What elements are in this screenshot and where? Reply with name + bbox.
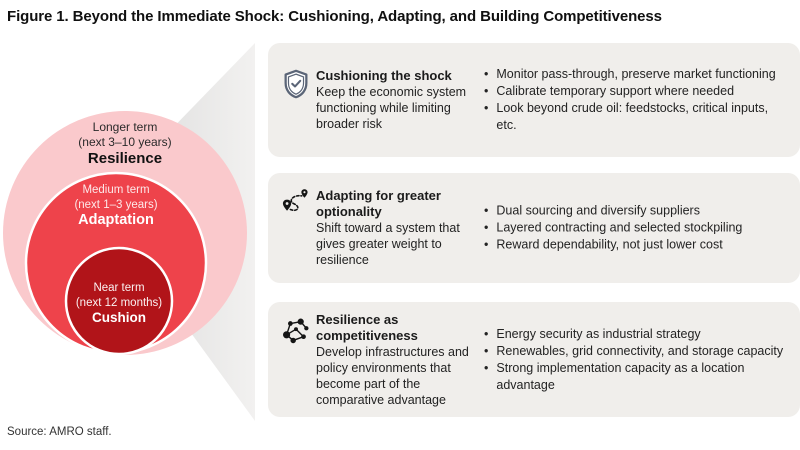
panel-description: Keep the economic system functioning while limiting broader risk [316,85,467,131]
panel-description: Develop infrastructures and policy environments that become part of the comparative advantage [316,344,469,407]
source-note: Source: AMRO staff. [7,426,112,438]
bullet-text: Renewables, grid connectivity, and storage capacity [496,343,784,358]
ring-horizon: (next 3–10 years) [78,135,172,149]
ring-name: Adaptation [78,212,154,228]
figure-title: Figure 1. Beyond the Immediate Shock: Cushioning, Adapting, and Building Competitiveness [7,8,662,25]
ring-label-adaptation [36,183,196,228]
route-icon [280,186,312,218]
ring-name: Resilience [87,150,163,167]
bullet-dot: • [484,237,489,252]
panel-bullets [484,66,788,134]
panel-cushioning-the-shock [268,43,800,157]
panel-heading: Cushioning the shock [316,68,452,83]
bullet-item [484,326,788,343]
bullet-text: Calibrate temporary support where needed [496,84,735,98]
bullet-dot: • [484,203,489,218]
bullet-dot: • [484,220,489,235]
ring-label-cushion [39,281,199,326]
panel-resilience-as-competitiveness [268,302,800,417]
bullet-item [484,220,788,237]
bullet-dot: • [484,101,489,115]
bullet-dot: • [484,326,489,341]
ring-horizon: (next 1–3 years) [74,198,158,211]
bullet-dot: • [484,84,489,98]
ring-horizon: (next 12 months) [75,296,163,309]
bullet-text: Layered contracting and selected stockpiling [496,220,743,235]
panel-description: Shift toward a system that gives greater weight to resilience [316,221,460,267]
bullet-text: Strong implementation capacity as a location advantage [496,360,745,392]
panel-heading: Adapting for greater optionality [316,188,441,219]
bullet-item [484,237,788,254]
ring-term: Longer term [92,120,158,134]
panel-text [316,188,489,268]
panel-text [316,311,489,408]
ring-name: Cushion [92,310,146,325]
panel-adapting-for-optionality [268,173,800,283]
bullet-dot: • [484,67,489,81]
panel-heading: Resilience as competitiveness [316,311,418,343]
bullet-text: Dual sourcing and diversify suppliers [496,203,700,218]
panel-bullets [484,326,788,394]
bullet-item [484,343,788,360]
bullet-text: Energy security as industrial strategy [496,326,701,341]
network-icon [280,316,312,348]
bullet-item [484,360,788,394]
bullet-text: Reward dependability, not just lower cost [496,237,723,252]
bullet-text: Monitor pass-through, preserve market functioning [496,67,776,81]
bullet-item [484,100,788,134]
bullet-item [484,203,788,220]
ring-term: Medium term [82,184,150,196]
shield-check-icon [280,68,312,100]
bullet-text: Look beyond crude oil: feedstocks, critical inputs, etc. [496,101,769,132]
ring-label-resilience [45,120,205,166]
bullet-dot: • [484,360,489,375]
bullet-item [484,83,788,100]
panel-text [316,67,489,132]
ring-term: Near term [93,282,145,294]
bullet-item [484,66,788,83]
panel-bullets [484,203,788,254]
bullet-dot: • [484,343,489,358]
